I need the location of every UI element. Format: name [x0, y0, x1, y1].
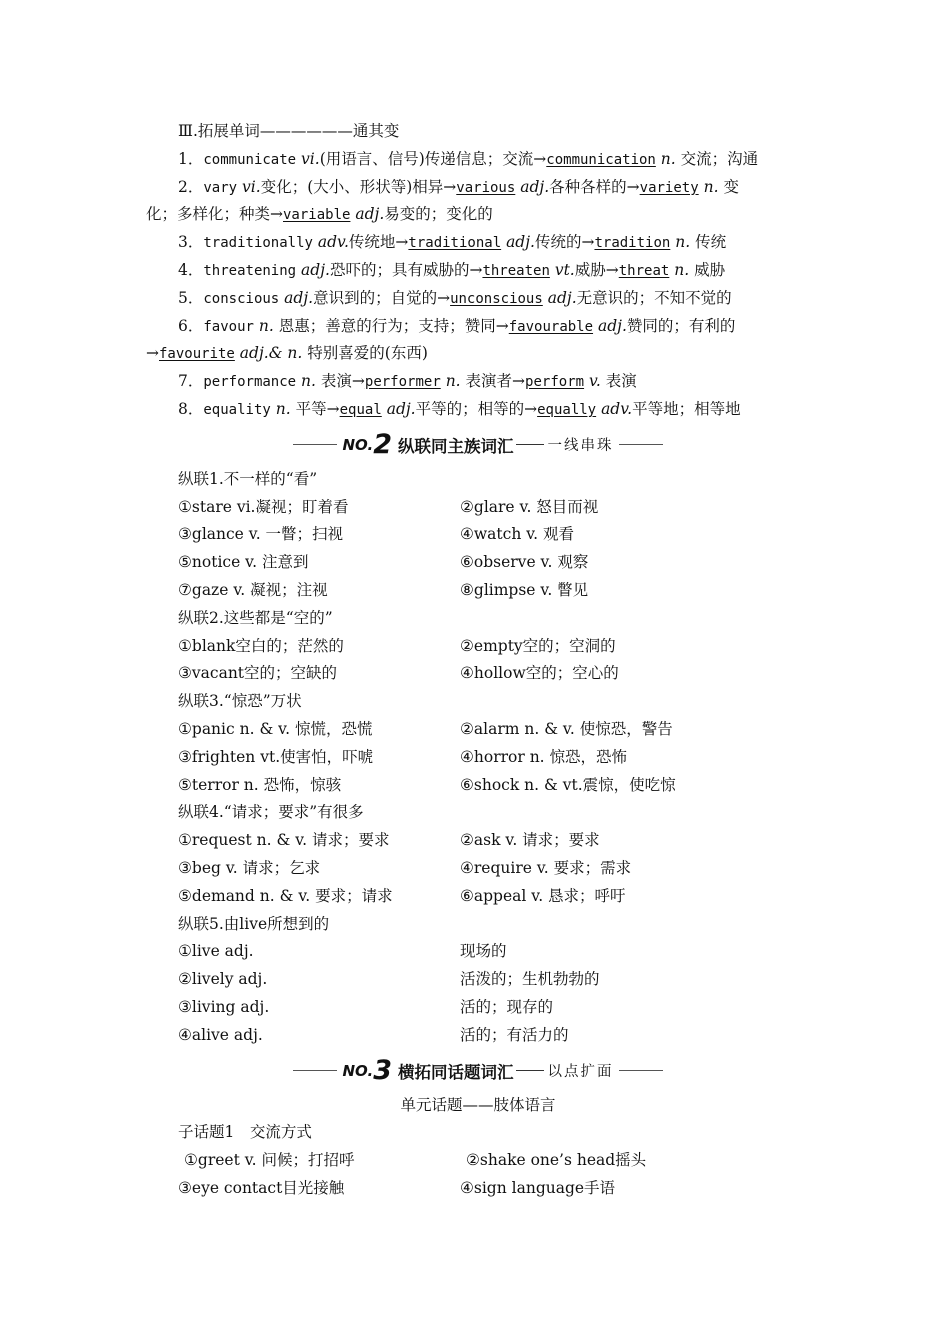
- divider: [619, 1070, 663, 1071]
- word-entry: ②shake one’s head摇头: [466, 1151, 647, 1170]
- word-row: [146, 716, 810, 744]
- answer-word: threaten: [482, 262, 550, 279]
- word-row: [146, 855, 810, 883]
- word-row: [146, 633, 810, 661]
- subtopic-rows: [146, 1147, 810, 1203]
- word-entry: ⑥shock n. & vt.震惊，使吃惊: [460, 775, 676, 794]
- vocab-item: 4．threatening adj.恐吓的；具有威胁的→threaten vt.威胁→threat n. 威胁: [178, 260, 726, 279]
- answer-word: traditional: [408, 235, 502, 252]
- word-entry: ④hollow空的；空心的: [460, 664, 619, 683]
- word-entry: ③frighten vt.使害怕，吓唬: [178, 747, 374, 766]
- answer-word: perform: [525, 374, 585, 391]
- word-row: [146, 827, 810, 855]
- word-entry: ①blank空白的；茫然的: [178, 636, 344, 655]
- divider: [516, 1070, 544, 1071]
- subtopic-title: 子话题1 交流方式: [178, 1123, 312, 1142]
- word-entry: ①stare vi.凝视；盯着看: [178, 497, 349, 516]
- answer-word: tradition: [594, 235, 671, 252]
- answer-word: performer: [364, 374, 441, 391]
- word-entry: ④horror n. 惊恐，恐怖: [460, 747, 628, 766]
- vocab-item: 3．traditionally adv.传统地→traditional adj.传统的→tradition n. 传统: [178, 233, 727, 252]
- word-entry: ②lively adj.: [178, 970, 268, 989]
- section-banner-no3: NO. 3 横拓同话题词汇 以点扩面: [146, 1050, 810, 1092]
- word-entry: ③living adj.: [178, 997, 270, 1016]
- answer-word: favourable: [508, 318, 594, 335]
- word-entry: 活的；现存的: [460, 997, 554, 1016]
- word-row: [146, 966, 810, 994]
- word-row: [146, 938, 810, 966]
- vocab-item-continued: →favourite adj.& n. 特别喜爱的(东西): [146, 344, 428, 363]
- word-entry: ④watch v. 观看: [460, 525, 574, 544]
- section-heading: Ⅲ.拓展单词——————通其变: [178, 122, 400, 140]
- answer-word: threat: [618, 262, 670, 279]
- word-row: [146, 1147, 810, 1175]
- document-page: [146, 118, 810, 1203]
- word-entry: ⑥appeal v. 恳求；呼吁: [460, 886, 626, 905]
- word-entry: 活的；有活力的: [460, 1025, 569, 1044]
- word-row: [146, 994, 810, 1022]
- divider: [516, 444, 544, 445]
- word-row: [146, 883, 810, 911]
- answer-word: unconscious: [450, 290, 543, 307]
- divider: [293, 444, 337, 445]
- answer-word: communication: [546, 151, 656, 168]
- vocab-item: 5．conscious adj.意识到的；自觉的→unconscious adj.无意识的；不知不觉的: [178, 288, 732, 307]
- word-entry: ③vacant空的；空缺的: [178, 664, 338, 683]
- word-entry: ①live adj.: [178, 942, 254, 961]
- word-entry: ③beg v. 请求；乞求: [178, 858, 321, 877]
- vocab-item: 2．vary vi.变化；(大小、形状等)相异→various adj.各种各样的→variety n. 变: [178, 177, 739, 196]
- word-row: [146, 577, 810, 605]
- vocab-item: 8．equality n. 平等→equal adj.平等的；相等的→equally adv.平等地；相等地: [178, 399, 741, 418]
- word-row: [146, 494, 810, 522]
- unit-topic: 单元话题——肢体语言: [400, 1095, 556, 1114]
- answer-word: variable: [283, 207, 351, 224]
- group-title: 纵联3.“惊恐”万状: [178, 692, 302, 711]
- word-entry: ①greet v. 问候；打招呼: [184, 1151, 355, 1170]
- word-entry: ③eye contact目光接触: [178, 1178, 345, 1197]
- answer-word: equally: [537, 401, 597, 418]
- word-entry: ⑦gaze v. 凝视；注视: [178, 580, 328, 599]
- word-groups: [146, 466, 810, 1050]
- group-title: 纵联1.不一样的“看”: [178, 469, 318, 488]
- word-entry: ④sign language手语: [460, 1178, 616, 1197]
- word-entry: 现场的: [460, 942, 507, 961]
- vocab-item-continued: 化；多样化；种类→variable adj.易变的；变化的: [146, 205, 493, 224]
- word-entry: ⑥observe v. 观察: [460, 553, 589, 572]
- word-entry: ②alarm n. & v. 使惊恐，警告: [460, 719, 673, 738]
- word-entry: ②empty空的；空洞的: [460, 636, 616, 655]
- word-entry: ④require v. 要求；需求: [460, 858, 632, 877]
- word-entry: 活泼的；生机勃勃的: [460, 970, 600, 989]
- group-title: 纵联5.由live所想到的: [178, 914, 330, 933]
- answer-word: variety: [639, 179, 699, 196]
- word-entry: ②ask v. 请求；要求: [460, 831, 600, 850]
- group-title: 纵联2.这些都是“空的”: [178, 608, 333, 627]
- word-row: [146, 772, 810, 800]
- answer-word: equal: [339, 401, 382, 418]
- word-row: [146, 1022, 810, 1050]
- answer-word: favourite: [159, 346, 235, 363]
- word-entry: ①panic n. & v. 惊慌，恐慌: [178, 719, 373, 738]
- word-row: [146, 1175, 810, 1203]
- word-row: [146, 521, 810, 549]
- group-title: 纵联4.“请求；要求”有很多: [178, 803, 364, 822]
- word-entry: ⑤notice v. 注意到: [178, 553, 309, 572]
- word-entry: ④alive adj.: [178, 1025, 263, 1044]
- word-entry: ⑧glimpse v. 瞥见: [460, 580, 589, 599]
- vocab-item: 6．favour n. 恩惠；善意的行为；支持；赞同→favourable adj.赞同的；有利的: [178, 316, 736, 335]
- divider: [293, 1070, 337, 1071]
- word-row: [146, 549, 810, 577]
- word-row: [146, 660, 810, 688]
- word-entry: ⑤demand n. & v. 要求；请求: [178, 886, 393, 905]
- divider: [619, 444, 663, 445]
- word-entry: ③glance v. 一瞥；扫视: [178, 525, 344, 544]
- word-row: [146, 744, 810, 772]
- word-entry: ①request n. & v. 请求；要求: [178, 831, 390, 850]
- vocab-item: 1．communicate vi.(用语言、信号)传递信息；交流→communication n. 交流；沟通: [178, 149, 759, 168]
- answer-word: various: [456, 179, 516, 196]
- vocab-item: 7．performance n. 表演→performer n. 表演者→perform v. 表演: [178, 372, 637, 391]
- word-entry: ②glare v. 怒目而视: [460, 497, 599, 516]
- word-entry: ⑤terror n. 恐怖，惊骇: [178, 775, 342, 794]
- section-banner-no2: NO. 2 纵联同主族词汇 一线串珠: [146, 424, 810, 466]
